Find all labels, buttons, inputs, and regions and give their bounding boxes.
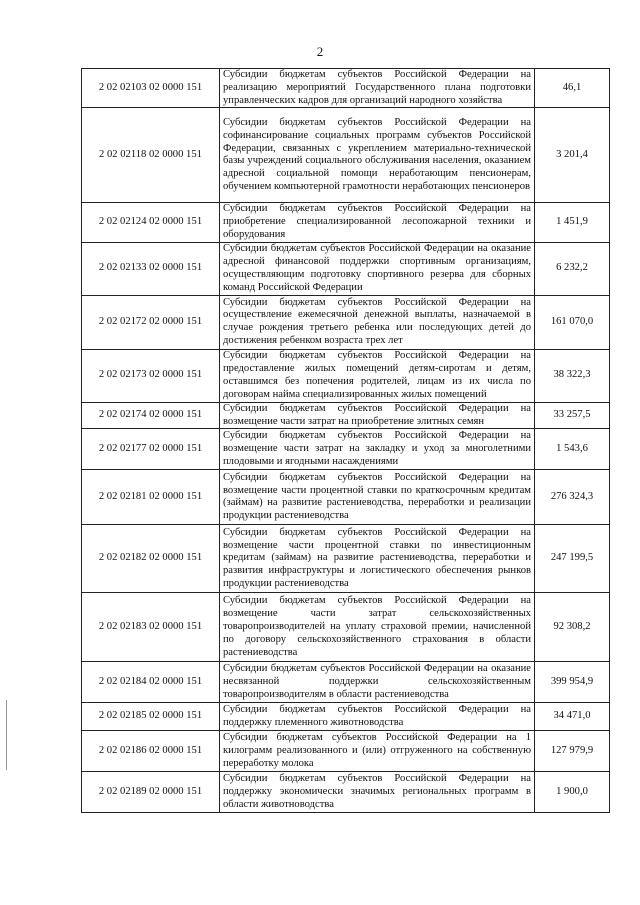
amount-cell: 38 322,3 [535, 349, 610, 402]
table-row [82, 662, 610, 703]
description-cell: Субсидии бюджетам субъектов Российской Федерации на предоставление жилых помещений детям-сиротам и детям, оставшимся без попечения родителей, лицам из их числа по договорам найма специализированных жилых помещений [220, 349, 535, 402]
budget-code-cell: 2 02 02172 02 0000 151 [82, 295, 220, 349]
description-cell: Субсидии бюджетам субъектов Российской Федерации на реализацию мероприятий Государственного плана подготовки управленческих кадров для организаций народного хозяйства [220, 69, 535, 108]
description-cell: Субсидии бюджетам субъектов Российской Федерации на приобретение специализированной лесопожарной техники и оборудования [220, 203, 535, 242]
description-cell: Субсидии бюджетам субъектов Российской Федерации на осуществление ежемесячной денежной выплаты, назначаемой в случае рождения третьего ребенка или последующих детей до достижения ребенком возраста трех лет [220, 295, 535, 349]
table-row [82, 349, 610, 402]
budget-code-cell: 2 02 02189 02 0000 151 [82, 772, 220, 813]
description-cell: Субсидии бюджетам субъектов Российской Федерации на софинансирование социальных программ субъектов Российской Федерации, связанных с укреплением материально-технической базы учреждений социального обслуживания населения, оказанием адресной социальной помощи неработающим пенсионерам, обучением компьютерной грамотности неработающих пенсионеров [220, 108, 535, 203]
page-number: 2 [316, 44, 324, 59]
amount-cell: 92 308,2 [535, 593, 610, 662]
amount-cell: 161 070,0 [535, 295, 610, 349]
description-cell: Субсидии бюджетам субъектов Российской Федерации на возмещение части процентной ставки по краткосрочным кредитам (займам) на развитие растениеводства, переработки и реализации продукции растениеводства [220, 470, 535, 525]
table-row [82, 295, 610, 349]
description-cell: Субсидии бюджетам субъектов Российской Федерации на возмещение части затрат сельскохозяйственных товаропроизводителей на уплату страховой премии, начисленной по договору сельскохозяйственного страхования в области растениеводства [220, 593, 535, 662]
amount-cell: 247 199,5 [535, 525, 610, 593]
budget-code-cell: 2 02 02186 02 0000 151 [82, 731, 220, 772]
budget-code-cell: 2 02 02118 02 0000 151 [82, 108, 220, 203]
budget-code-cell: 2 02 02124 02 0000 151 [82, 203, 220, 242]
table-row [82, 731, 610, 772]
table-row [82, 593, 610, 662]
description-cell: Субсидии бюджетам субъектов Российской Федерации на 1 килограмм реализованного и (или) отгруженного на собственную переработку молока [220, 731, 535, 772]
amount-cell: 33 257,5 [535, 402, 610, 429]
table-row [82, 772, 610, 813]
table-row [82, 470, 610, 525]
budget-code-cell: 2 02 02173 02 0000 151 [82, 349, 220, 402]
amount-cell: 46,1 [535, 69, 610, 108]
description-cell: Субсидии бюджетам субъектов Российской Федерации на поддержку экономически значимых региональных программ в области животноводства [220, 772, 535, 813]
amount-cell: 34 471,0 [535, 703, 610, 731]
budget-revenue-table [81, 68, 610, 813]
description-cell: Субсидии бюджетам субъектов Российской Федерации на возмещение части процентной ставки по инвестиционным кредитам (займам) на развитие растениеводства, переработки и развития инфраструктуры и логистического обеспечения рынков продукции растениеводства [220, 525, 535, 593]
table-row [82, 429, 610, 470]
budget-code-cell: 2 02 02103 02 0000 151 [82, 69, 220, 108]
budget-code-cell: 2 02 02133 02 0000 151 [82, 242, 220, 295]
description-cell: Субсидии бюджетам субъектов Российской Федерации на возмещение части затрат на приобретение элитных семян [220, 402, 535, 429]
table-row [82, 203, 610, 242]
table-row [82, 402, 610, 429]
budget-code-cell: 2 02 02182 02 0000 151 [82, 525, 220, 593]
table-row [82, 69, 610, 108]
amount-cell: 276 324,3 [535, 470, 610, 525]
budget-code-cell: 2 02 02174 02 0000 151 [82, 402, 220, 429]
amount-cell: 3 201,4 [535, 108, 610, 203]
budget-code-cell: 2 02 02177 02 0000 151 [82, 429, 220, 470]
amount-cell: 6 232,2 [535, 242, 610, 295]
budget-code-cell: 2 02 02185 02 0000 151 [82, 703, 220, 731]
amount-cell: 1 900,0 [535, 772, 610, 813]
budget-code-cell: 2 02 02184 02 0000 151 [82, 662, 220, 703]
description-cell: Субсидии бюджетам субъектов Российской Федерации на возмещение части затрат на закладку и уход за многолетними плодовыми и ягодными насаждениями [220, 429, 535, 470]
table-row [82, 525, 610, 593]
budget-code-cell: 2 02 02183 02 0000 151 [82, 593, 220, 662]
amount-cell: 399 954,9 [535, 662, 610, 703]
description-cell: Субсидии бюджетам субъектов Российской Федерации на оказание адресной финансовой поддержки спортивным организациям, осуществляющим подготовку спортивного резерва для сборных команд Российской Федерации [220, 242, 535, 295]
description-cell: Субсидии бюджетам субъектов Российской Федерации на оказание несвязанной поддержки сельскохозяйственным товаропроизводителям в области растениеводства [220, 662, 535, 703]
amount-cell: 1 543,6 [535, 429, 610, 470]
amount-cell: 1 451,9 [535, 203, 610, 242]
table-row [82, 703, 610, 731]
amount-cell: 127 979,9 [535, 731, 610, 772]
description-cell: Субсидии бюджетам субъектов Российской Федерации на поддержку племенного животноводства [220, 703, 535, 731]
table-row [82, 242, 610, 295]
budget-code-cell: 2 02 02181 02 0000 151 [82, 470, 220, 525]
table-row [82, 108, 610, 203]
scan-margin-mark [6, 700, 7, 770]
